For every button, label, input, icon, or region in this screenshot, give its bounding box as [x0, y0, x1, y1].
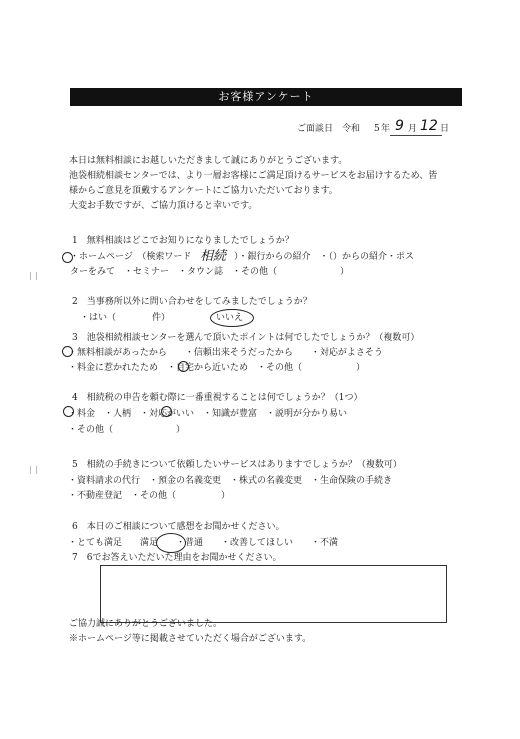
- q3-question: 3 池袋相続相談センターを選んで頂いたポイントは何でしたでしょうか？（複数可）: [72, 333, 420, 343]
- q7-question: 7 6でお答えいただいた理由をお聞かせください。: [72, 553, 282, 563]
- date-month: 9: [395, 118, 404, 134]
- q7-answer-box: [100, 565, 447, 623]
- date-prefix: ご面談日 令和: [297, 124, 361, 134]
- date-month-unit: 月: [408, 124, 418, 134]
- intro-line-2: 池袋相続相談センターでは、より一層お客様にご満足頂けるサービスをお届けするため、皆: [69, 171, 438, 181]
- q1-search-word: 相続: [200, 249, 227, 264]
- date-day: 12: [420, 118, 438, 134]
- q4-check-mark-2: [161, 406, 172, 417]
- q1-line-1b: ）・銀行からの紹介 ・（）からの紹介・ポス: [234, 252, 415, 262]
- scan-mark-2: [36, 272, 41, 280]
- q4-line-1: ・料金 ・人柄 ・対応がいい ・知識が豊富 ・説明が分かり易い: [68, 409, 348, 419]
- q3-line-2: ・料金に惹かれたため ・自宅から近いため ・その他（ ）: [68, 363, 366, 373]
- q4-question: 4 相続税の申告を頼む際に一番重視することは何でしょうか？（1つ）: [72, 393, 363, 403]
- q6-answer-circle: [156, 533, 186, 553]
- intro-line-4: 大変お手数ですが、ご協力頂けると幸いです。: [69, 201, 258, 211]
- q2-question: 2 当事務所以外に問い合わせをしてみましたでしょうか？: [72, 297, 312, 307]
- q6-line-1: ・とても満足 満足 ・普通 ・改善してほしい ・不満: [68, 538, 339, 548]
- q1-line-2: ターをみて ・セミナー ・タウン誌 ・その他（ ）: [70, 267, 350, 277]
- scan-mark-1: [30, 272, 35, 280]
- footer-note: ※ホームページ等に掲載させていただく場合がございます。: [69, 634, 312, 644]
- q2-yes-option: ・はい（ 件）: [80, 313, 171, 323]
- date-day-unit: 日: [440, 124, 450, 134]
- date-underline: [390, 135, 442, 136]
- q3-line-1: ・無料相談があったから ・信頼出来そうだったから ・対応がよさそう: [68, 348, 383, 358]
- q1-question: 1 無料相談はどこでお知りになりましたでしょうか？: [72, 236, 294, 246]
- q1-line-1: ・ホームページ （検索ワード: [70, 252, 192, 262]
- q5-line-2: ・不動産登記 ・その他（ ）: [68, 491, 231, 501]
- q2-answer-circle: [210, 309, 254, 327]
- q1-check-mark: [62, 252, 73, 263]
- q5-question: 5 相続の手続きについて依頼したいサービスはありますでしょうか？（複数可）: [72, 460, 402, 470]
- q2-no-option: いいえ: [216, 313, 244, 323]
- footer-thanks: ご協力誠にありがとうございました。: [69, 619, 223, 629]
- q4-line-2: ・その他（ ）: [68, 425, 186, 435]
- q4-check-mark-1: [63, 406, 74, 417]
- date-year-unit: 年: [381, 124, 391, 134]
- intro-line-1: 本日は無料相談にお越しいただきまして誠にありがとうございます。: [69, 156, 348, 166]
- date-year: 5: [374, 124, 380, 134]
- q6-question: 6 本日のご相談について感想をお聞かせください。: [72, 522, 285, 532]
- q3-check-mark-1: [62, 346, 73, 357]
- scan-mark-4: [36, 466, 41, 474]
- scan-mark-3: [30, 466, 35, 474]
- q5-line-1: ・資料請求の代行 ・預金の名義変更 ・株式の名義変更 ・生命保険の手続き: [68, 476, 393, 486]
- intro-line-3: 様からご意見を頂戴するアンケートにご協力いただいております。: [69, 186, 338, 196]
- survey-title: お客様アンケート: [70, 88, 462, 106]
- q3-check-mark-2: [178, 361, 189, 372]
